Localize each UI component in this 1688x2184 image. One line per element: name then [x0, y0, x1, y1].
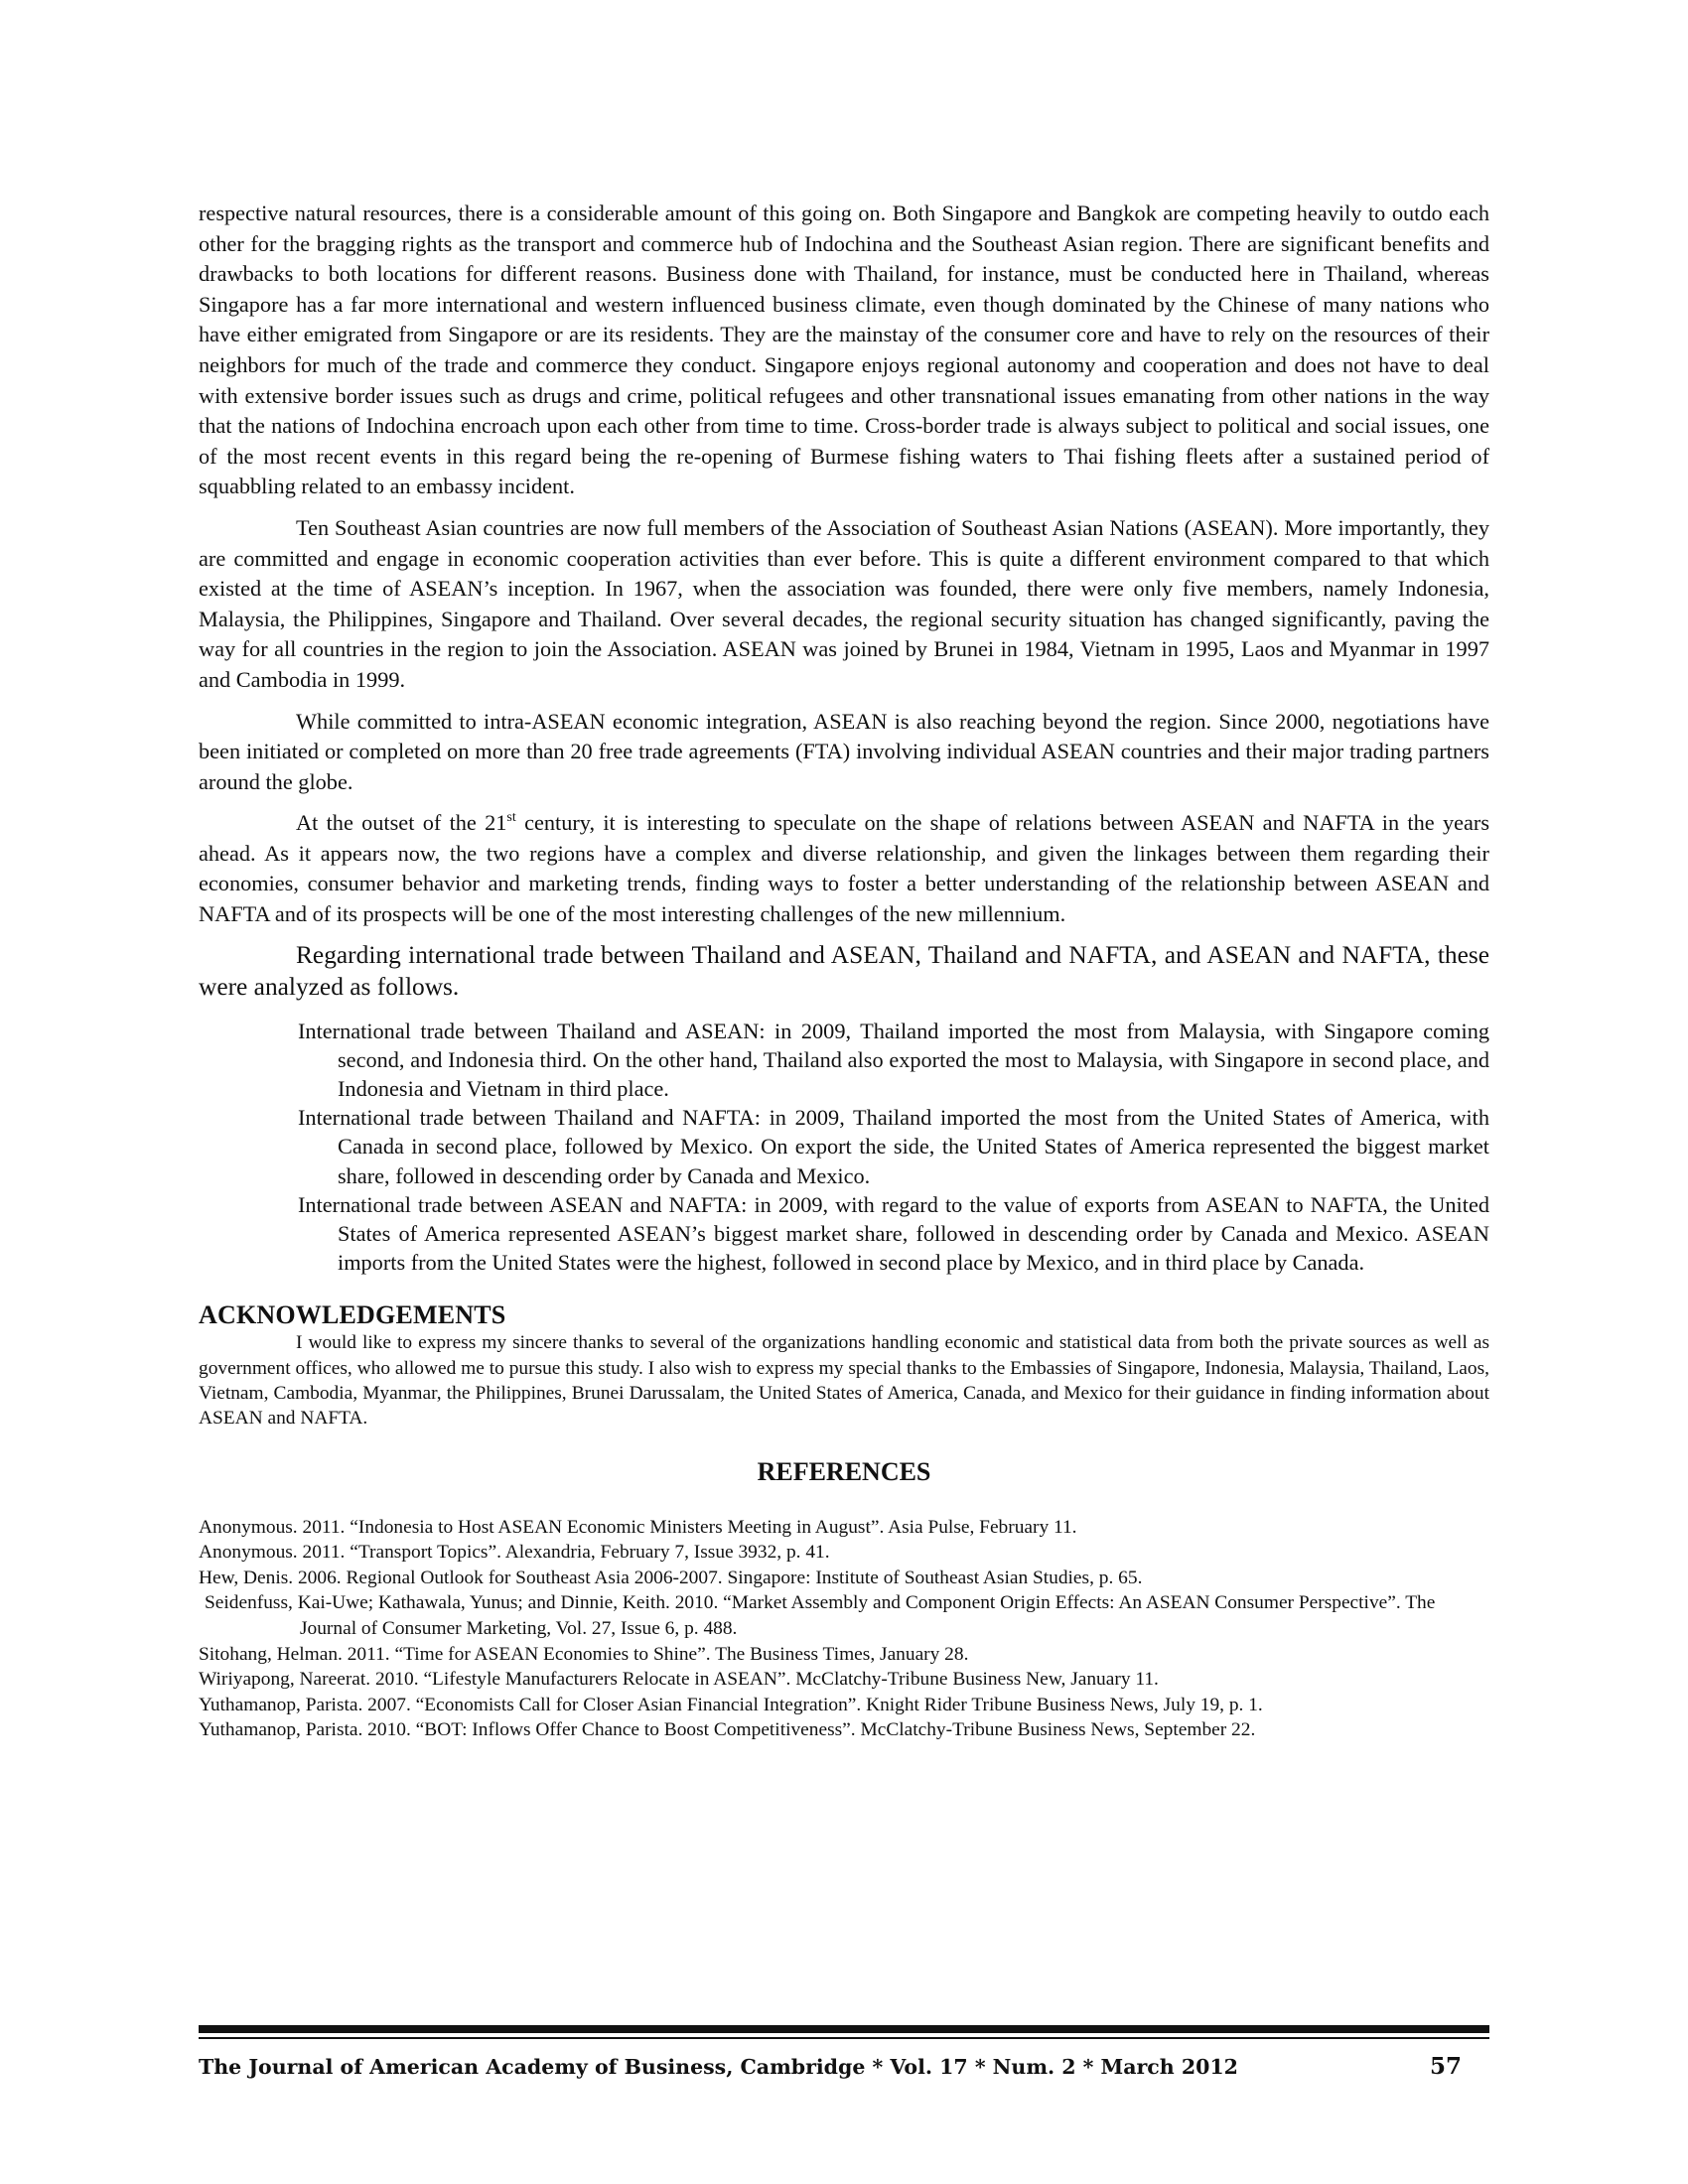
body-paragraph-1: respective natural resources, there is a considerable amount of this going on. Both Singapore and Bangkok are competing heavily to outdo each other for the bragging rights as the transport and commerce hub of Indochina and the Southeast Asian region. There are significant benefits and drawbacks to both locations for different reasons. Business done with Thailand, for instance, must be conducted here in Thailand, whereas Singapore has a far more international and western influenced business climate, even though dominated by the Chinese of many nations who have either emigrated from Singapore or are its residents. They are the mainstay of the consumer core and have to rely on the resources of their neighbors for much of the trade and commerce they conduct. Singapore enjoys regional autonomy and cooperation and does not have to deal with extensive border issues such as drugs and crime, political refugees and other transnational issues emanating from other nations in the way that the nations of Indochina encroach upon each other from time to time. Cross-border trade is always subject to political and social issues, one of the most recent events in this regard being the re-opening of Burmese fishing waters to Thai fishing fleets after a sustained period of squabbling related to an embassy incident.: [199, 201, 1489, 499]
reference-item: Sitohang, Helman. 2011. “Time for ASEAN Economies to Shine”. The Business Times, January 28.: [199, 1643, 969, 1665]
reference-item: Wiriyapong, Nareerat. 2010. “Lifestyle Manufacturers Relocate in ASEAN”. McClatchy-Tribune Business New, January 11.: [199, 1669, 1159, 1691]
list-item: International trade between ASEAN and NAFTA: in 2009, with regard to the value of exports from ASEAN to NAFTA, the United States of America represented ASEAN’s biggest market share, followed in descending order by Canada and Mexico. ASEAN imports from the United States were the highest, followed in second place by Mexico, and in third place by Canada.: [298, 1191, 1489, 1276]
para4-rest: century, it is interesting to speculate on the shape of relations between ASEAN and NAFTA in the years ahead. As it appears now, the two regions have a complex and diverse relationship, and given the linkages between them regarding their economies, consumer behavior and marketing trends, finding ways to foster a better understanding of the relationship between ASEAN and NAFTA and of its prospects will be one of the most interesting challenges of the new millennium.: [199, 810, 1490, 927]
journal-footer: The Journal of American Academy of Business, Cambridge * Vol. 17 * Num. 2 * March 2012: [199, 2055, 1238, 2079]
page-content: [199, 199, 1489, 1743]
reference-item: Anonymous. 2011. “Transport Topics”. Alexandria, February 7, Issue 3932, p. 41.: [199, 1542, 830, 1564]
page-number: 57: [1430, 2053, 1463, 2080]
acknowledgements-heading: ACKNOWLEDGEMENTS: [199, 1300, 506, 1330]
body-paragraph-4: [199, 808, 1489, 929]
references-heading: REFERENCES: [757, 1456, 931, 1486]
para4-start: At the outset of the 21: [296, 810, 507, 836]
body-paragraph-2: Ten Southeast Asian countries are now full members of the Association of Southeast Asian Nations (ASEAN). More importantly, they are committed and engage in economic cooperation activities than ever before. This is quite a different environment compared to that which existed at the time of ASEAN’s inception. In 1967, when the association was founded, there were only five members, namely Indonesia, Malaysia, the Philippines, Singapore and Thailand. Over several decades, the regional security situation has changed significantly, paving the way for all countries in the region to join the Association. ASEAN was joined by Brunei in 1984, Vietnam in 1995, Laos and Myanmar in 1997 and Cambodia in 1999.: [199, 514, 1489, 692]
reference-item: Hew, Denis. 2006. Regional Outlook for Southeast Asia 2006-2007. Singapore: Institute of Southeast Asian Studies, p. 65.: [199, 1567, 1143, 1588]
acknowledgements-text: I would like to express my sincere thanks to several of the organizations handling economic and statistical data from both the private sources as well as government offices, who allowed me to pursue this study. I also wish to express my special thanks to the Embassies of Singapore, Indonesia, Malaysia, Thailand, Laos, Vietnam, Cambodia, Myanmar, the Philippines, Brunei Darussalam, the United States of America, Canada, and Mexico for their guidance in finding information about ASEAN and NAFTA.: [199, 1332, 1489, 1430]
body-paragraph-5: Regarding international trade between Thailand and ASEAN, Thailand and NAFTA, and ASEAN and NAFTA, these were analyzed as follows.: [199, 940, 1489, 1001]
ordinal-superscript: st: [506, 810, 516, 826]
body-paragraph-3: While committed to intra-ASEAN economic integration, ASEAN is also reaching beyond the region. Since 2000, negotiations have been initiated or completed on more than 20 free trade agreements (FTA) involving individual ASEAN countries and their major trading partners around the globe.: [199, 708, 1489, 794]
reference-list: [199, 1515, 1489, 1743]
reference-item: Seidenfuss, Kai-Uwe; Kathawala, Yunus; and Dinnie, Keith. 2010. “Market Assembly and Component Origin Effects: An ASEAN Consumer Perspective”. The Journal of Consumer Marketing, Vol. 27, Issue 6, p. 488.: [205, 1592, 1436, 1640]
footer-rule-thick: [199, 2025, 1489, 2033]
list-item: International trade between Thailand and ASEAN: in 2009, Thailand imported the most from Malaysia, with Singapore coming second, and Indonesia third. On the other hand, Thailand also exported the most to Malaysia, with Singapore in second place, and Indonesia and Vietnam in third place.: [298, 1018, 1489, 1102]
footer-rule-thin: [199, 2037, 1489, 2039]
reference-item: Yuthamanop, Parista. 2010. “BOT: Inflows Offer Chance to Boost Competitiveness”. McClatchy-Tribune Business News, September 22.: [199, 1719, 1256, 1741]
reference-item: Anonymous. 2011. “Indonesia to Host ASEAN Economic Ministers Meeting in August”. Asia Pulse, February 11.: [199, 1516, 1077, 1538]
trade-analysis-list: [199, 1017, 1489, 1278]
reference-item: Yuthamanop, Parista. 2007. “Economists Call for Closer Asian Financial Integration”. Knight Rider Tribune Business News, July 19, p. 1.: [199, 1694, 1263, 1715]
list-item: International trade between Thailand and NAFTA: in 2009, Thailand imported the most from the United States of America, with Canada in second place, followed by Mexico. On export the side, the United States of America represented the biggest market share, followed in descending order by Canada and Mexico.: [298, 1105, 1489, 1188]
